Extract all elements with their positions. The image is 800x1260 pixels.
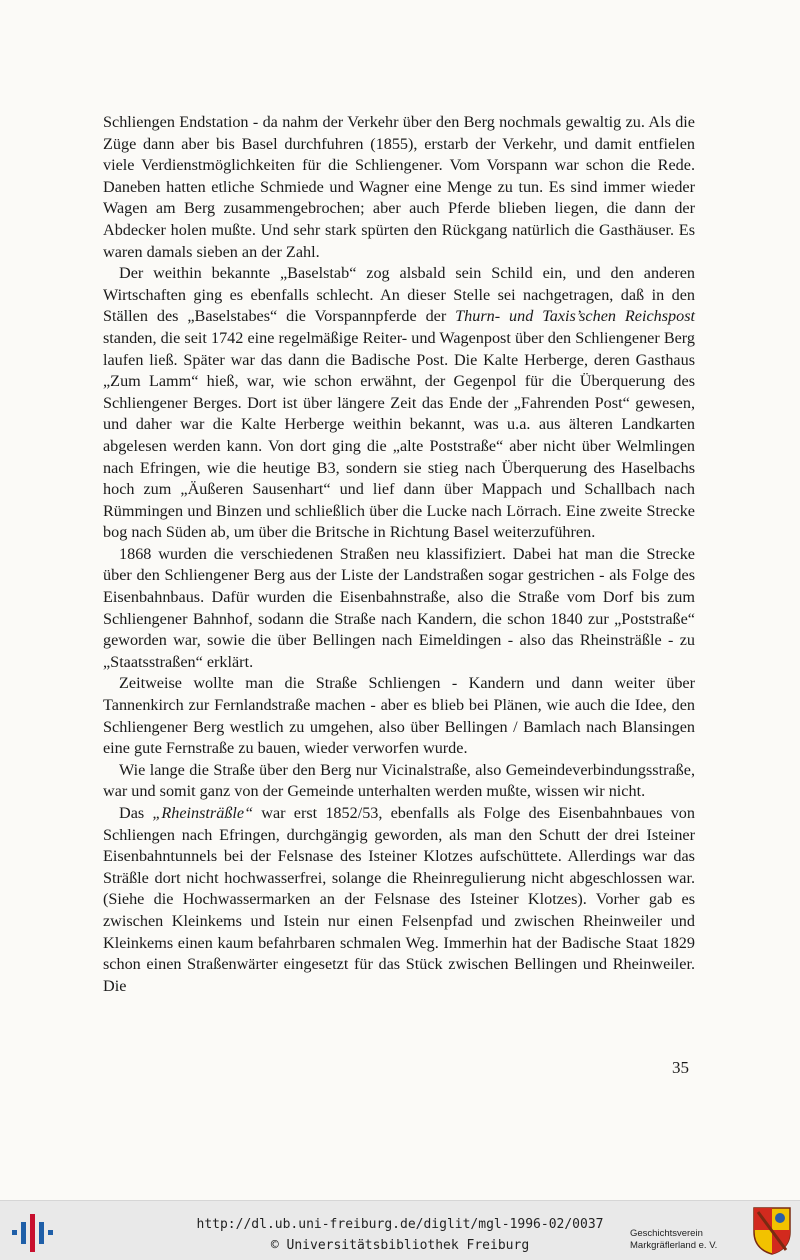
- paragraph-6-text-before: Das: [119, 804, 153, 822]
- paragraph-2-text-before: Der weithin bekannte „Baselstab“ zog alsbald sein Schild ein, und den anderen Wirtschaften ging es ebenfalls schlecht. An dieser Stelle sei nachgetragen, daß in den Ställen des „Baselstabes“ die Vorspannpferde der: [103, 264, 695, 326]
- paragraph-2: [103, 263, 695, 544]
- paragraph-2-text-after: standen, die seit 1742 eine regelmäßige Reiter- und Wagenpost über den Schliengener Berg laufen ließ. Später war das dann die Badische Post. Die Kalte Herberge, deren Gasthaus „Zum Lamm“ hieß, war, wie schon erwähnt, der Gegenpol für die Überquerung des Schliengener Berges. Dort ist über längere Zeit das Ende der „Fahrenden Post“ gewesen, und daher war die Kalte Herberge weithin bekannt, was u.a. aus älteren Landkarten abgelesen werden kann. Von dort ging die „alte Poststraße“ aber nicht über Welmlingen nach Efringen, wie die heutige B3, sondern sie stieg nach Überquerung des Haselbachs hoch zum „Äußeren Sausenhart“ und lief dann über Mappach und Schallbach nach Rümmingen und Binzen und schließlich über die Lucke nach Lörrach. Eine zweite Strecke bog nach Süden ab, um über die Britsche in Richtung Basel weiterzuführen.: [103, 328, 695, 542]
- paragraph-6-italic: „Rheinsträßle“: [152, 804, 254, 822]
- footer-bar: [0, 1200, 800, 1260]
- body-text: [103, 112, 695, 997]
- coat-of-arms-icon[interactable]: [752, 1206, 792, 1256]
- paragraph-6: [103, 803, 695, 997]
- paragraph-2-italic: Thurn- und Taxis’schen Reichspost: [455, 307, 696, 326]
- library-logo-icon[interactable]: [10, 1210, 54, 1254]
- paragraph-4: Zeitweise wollte man die Straße Schliengen - Kandern und dann weiter über Tannenkirch zur Fernlandstraße machen - aber es blieb bei Plänen, wie auch die Idee, den Schliengener Berg westlich zu umgehen, also über Bellingen / Bamlach nach Blansingen eine gute Fernstraße zu bauen, wieder verworfen wurde.: [103, 674, 695, 758]
- copyright-notice: © Universitätsbibliothek Freiburg: [270, 1238, 530, 1253]
- paragraph-6-text-after: war erst 1852/53, ebenfalls als Folge des Eisenbahnbaues von Schliengen nach Efringen, durchgängig geworden, als man den Schutt der drei Isteiner Eisenbahntunnels bei der Felsnase des Isteiner Klotzes aufschüttete. Allerdings war das Sträßle dort nicht hochwasserfrei, solange die Rheinregulierung nicht abgeschlossen war. (Siehe die Hochwassermarken an der Felsnase des Isteiner Klotzes). Vorher gab es zwischen Kleinkems und Istein nur einen Felsenpfad und zwischen Rheinweiler und Kleinkems einen kaum befahrbaren schmalen Weg. Immerhin hat der Badische Staat 1829 schon einen Straßenwärter eingesetzt für das Stück zwischen Bellingen und Rheinweiler. Die: [103, 804, 695, 995]
- society-name-line-1: Geschichtsverein: [630, 1228, 703, 1239]
- paragraph-1: Schliengen Endstation - da nahm der Verkehr über den Berg nochmals gewaltig zu. Als die Züge dann aber bis Basel durchfuhren (1855), erstarb der Verkehr, und damit entfielen viele Verdienstmöglichkeiten für die Schliengener. Vom Vorspann war schon die Rede. Daneben hatten etliche Schmiede und Wagner eine Menge zu tun. Es sind immer wieder Wagen am Berg zusammengebrochen; aber auch Pferde blieben liegen, die dann der Abdecker holen mußte. Und sehr stark spürten den Rückgang natürlich die Gasthäuser. Es waren damals sieben an der Zahl.: [103, 113, 695, 261]
- paragraph-3: 1868 wurden die verschiedenen Straßen neu klassifiziert. Dabei hat man die Strecke über den Schliengener Berg aus der Liste der Landstraßen sogar gestrichen - als Folge des Eisenbahnbaus. Dafür wurden die Eisenbahnstraße, also die Straße vom Dorf bis zum Schliengener Bahnhof, sodann die Straße nach Kandern, die schon 1840 zur „Poststraße“ geworden war, sowie die über Bellingen nach Eimeldingen - also das Rheinsträßle - zu „Staatsstraßen“ erklärt.: [103, 544, 695, 671]
- society-name-line-2: Markgräflerland e. V.: [630, 1240, 718, 1251]
- page-number: 35: [672, 1058, 689, 1077]
- society-name: [630, 1228, 748, 1252]
- document-url-link[interactable]: http://dl.ub.uni-freiburg.de/diglit/mgl-1996-02/0037: [196, 1217, 604, 1232]
- paragraph-5: Wie lange die Straße über den Berg nur Vicinalstraße, also Gemeindeverbindungsstraße, war und somit ganz von der Gemeinde unterhalten werden mußte, wissen wir nicht.: [103, 760, 695, 801]
